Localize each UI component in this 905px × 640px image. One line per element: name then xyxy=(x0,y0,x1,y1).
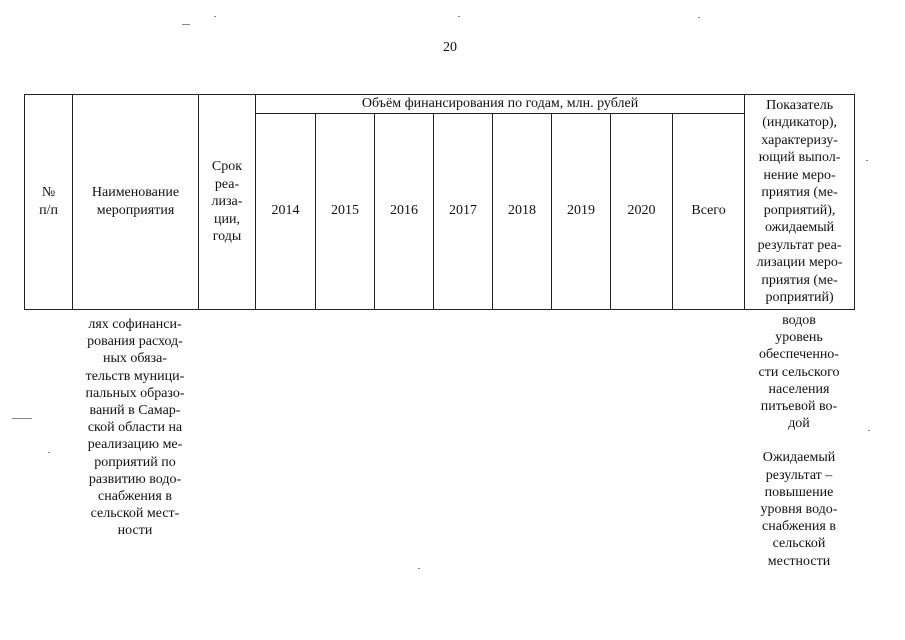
scan-speck xyxy=(48,452,50,453)
scan-speck xyxy=(698,17,700,18)
paragraph-gap xyxy=(744,432,854,449)
header-cell-year-2020: 2020 xyxy=(611,113,673,309)
header-cell-total: Всего xyxy=(673,113,745,309)
continuation-indicator-text: водов уровень обеспеченно- сти сельского населения питьевой во- дой Ожидаемый результат – повышение уровня водо- снабжения в сельской местности xyxy=(744,312,854,570)
scan-speck xyxy=(866,160,868,161)
funding-table-header xyxy=(24,94,855,310)
header-cell-indicator: Показатель (индикатор), характеризу- ющий выпол- нение меро- приятия (ме- роприятий), ожидаемый результат реа- лизации меро- приятия (ме- роприятий) xyxy=(745,95,855,310)
header-cell-number: № п/п xyxy=(25,95,73,310)
scan-speck xyxy=(418,568,420,569)
header-cell-year-2015: 2015 xyxy=(316,113,375,309)
scan-speck xyxy=(458,16,460,17)
scan-speck xyxy=(12,418,32,419)
page-number: 20 xyxy=(443,40,457,55)
scan-speck xyxy=(214,16,216,17)
header-cell-year-2018: 2018 xyxy=(493,113,552,309)
continuation-name-text: лях софинанси- рования расход- ных обяза- тельств муници- пальных образо- ваний в Самар- ской области на реализацию ме- роприятий по развитию водо- снабжения в сельской мест- ности xyxy=(85,317,185,539)
scan-speck xyxy=(868,430,870,431)
header-cell-term: Срок реа- лиза- ции, годы xyxy=(199,95,256,310)
header-cell-name: Наименование мероприятия xyxy=(73,95,199,310)
header-cell-year-2019: 2019 xyxy=(552,113,611,309)
scan-speck xyxy=(182,24,190,25)
header-cell-year-2014: 2014 xyxy=(256,113,316,309)
header-cell-year-2016: 2016 xyxy=(375,113,434,309)
header-cell-funding-title: Объём финансирования по годам, млн. рублей xyxy=(256,95,745,114)
header-cell-year-2017: 2017 xyxy=(434,113,493,309)
